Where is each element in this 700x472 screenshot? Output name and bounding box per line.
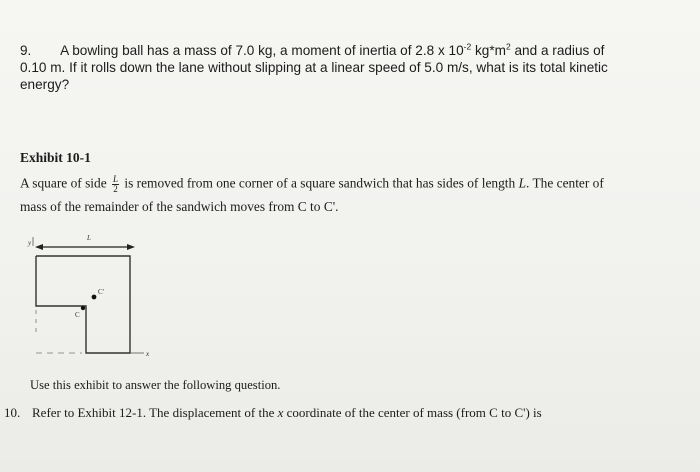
c-label: C — [75, 311, 80, 319]
exhibit-text-line-1: A square of side $\frac{L}{2}$ is removed from one corner of a square sandwich that has sides of length L. The center of — [20, 174, 604, 194]
question-10-number: 10. — [4, 405, 21, 420]
exhibit-text-line-2: mass of the remainder of the sandwich moves from C to C'. — [20, 199, 339, 214]
exhibit-title: Exhibit 10-1 — [20, 150, 91, 165]
side-length-label: L — [87, 234, 91, 242]
question-9-line-1: 9. A bowling ball has a mass of 7.0 kg, a moment of inertia of 2.8 x $10^{-2}$ $kg*m^2$ and a radius of — [20, 41, 605, 58]
question-9-line-3: energy? — [20, 77, 70, 92]
question-9-line-2: 0.10 m. If it rolls down the lane without slipping at a linear speed of 5.0 m/s, what is its total kinetic — [20, 60, 608, 75]
arrow-right-icon — [127, 244, 135, 250]
question-9-number: 9. — [20, 43, 32, 58]
sandwich-remainder-outline — [36, 256, 130, 353]
arrow-left-icon — [35, 244, 43, 250]
center-of-mass-c-dot — [81, 306, 85, 310]
exhibit-instruction: Use this exhibit to answer the following question. — [30, 378, 281, 392]
c-prime-label: C' — [98, 288, 104, 296]
sandwich-diagram — [26, 228, 176, 368]
y-axis-label: y — [28, 239, 32, 247]
center-of-mass-c-prime-dot — [92, 295, 97, 300]
fraction-l-over-2: $\frac{L}{2}$ — [113, 174, 119, 194]
question-10: 10. Refer to Exhibit 12-1. The displacement of the x coordinate of the center of mass (from C to C') is — [4, 405, 542, 420]
x-axis-label: x — [146, 350, 150, 358]
